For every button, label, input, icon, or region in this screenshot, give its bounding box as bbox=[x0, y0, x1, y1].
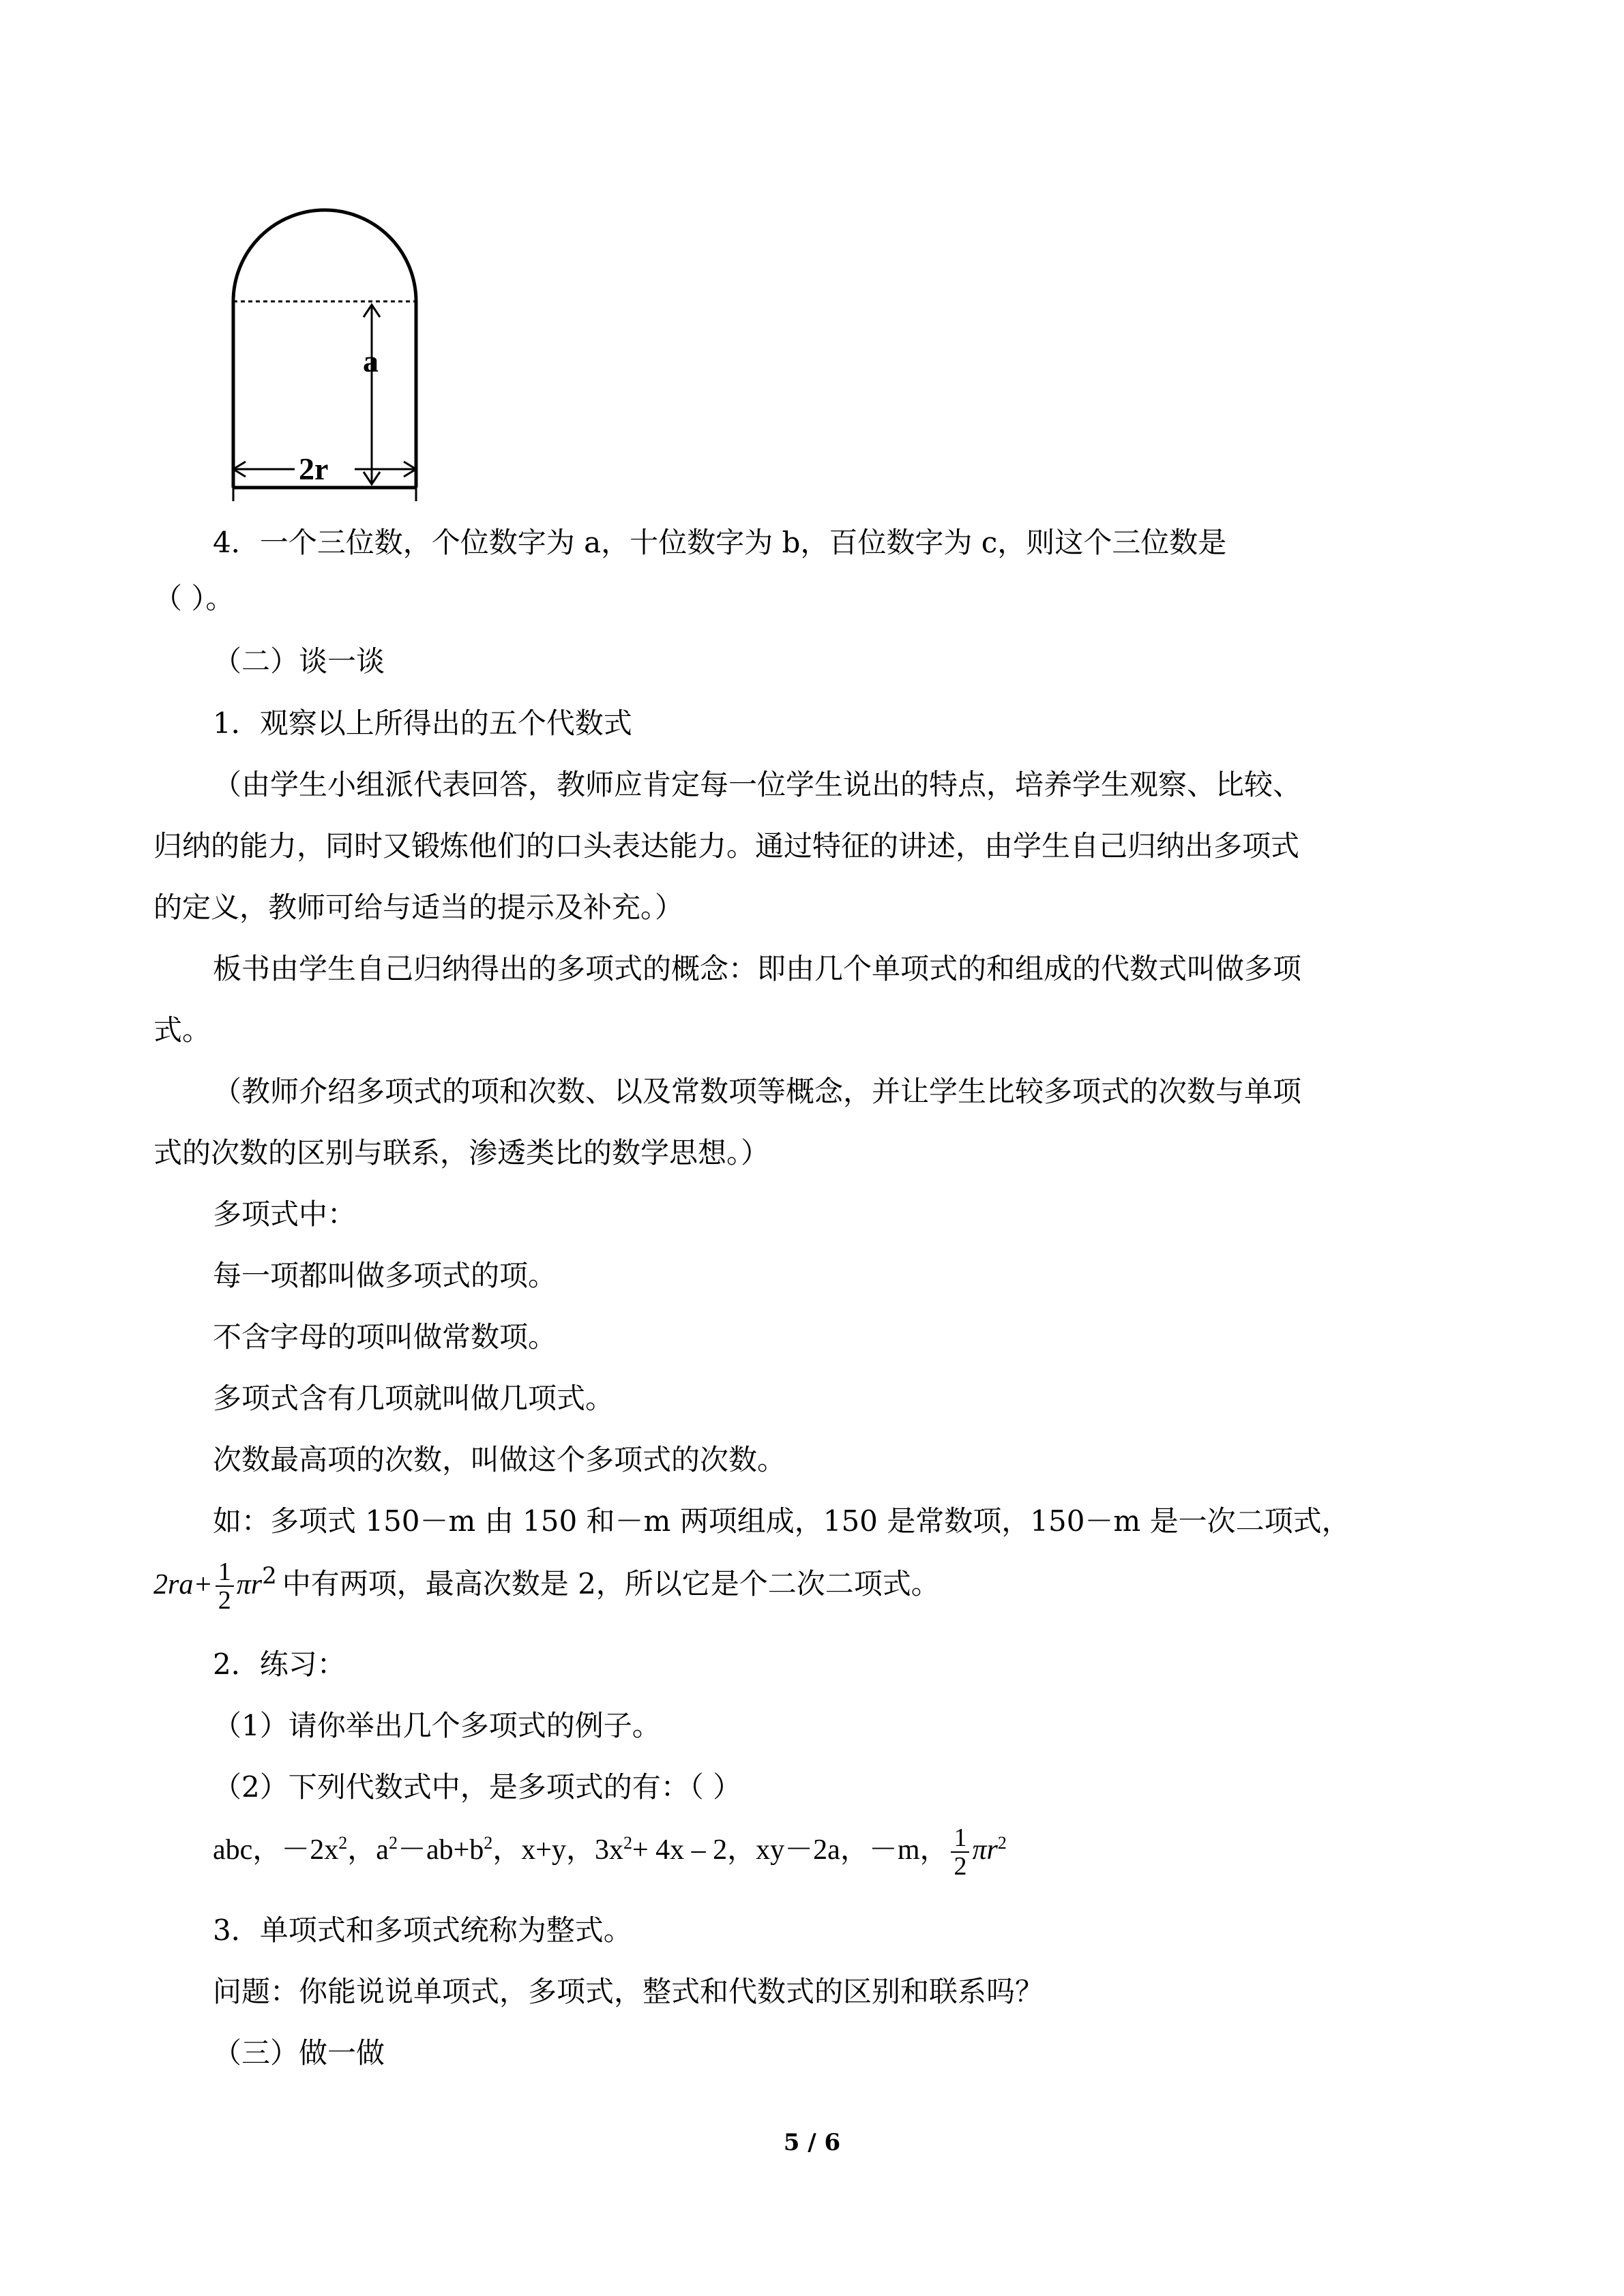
practice-q1: （1）请你举出几个多项式的例子。 bbox=[213, 1709, 661, 1742]
example-line2 bbox=[153, 1557, 940, 1614]
expr-pi-r: πr bbox=[236, 1569, 263, 1600]
label-a: a bbox=[363, 344, 379, 378]
defs-heading: 多项式中： bbox=[213, 1197, 357, 1231]
example-line1: 如：多项式 150－m 由 150 和－m 两项组成，150 是常数项，150－m 是一次二项式， bbox=[213, 1504, 1350, 1538]
q4-line1: 4．一个三位数，个位数字为 a，十位数字为 b，百位数字为 c，则这个三位数是 bbox=[213, 526, 1227, 559]
question-line: 问题：你能说说单项式，多项式，整式和代数式的区别和联系吗？ bbox=[213, 1975, 1044, 2008]
page-number: 5 / 6 bbox=[783, 2129, 841, 2156]
teacher-note-line2: 归纳的能力，同时又锻炼他们的口头表达能力。通过特征的讲述，由学生自己归纳出多项式 bbox=[153, 829, 1300, 863]
defs-n-term: 多项式含有几项就叫做几项式。 bbox=[213, 1382, 615, 1415]
example-line2-text: 中有两项，最高次数是 2，所以它是个二次二项式。 bbox=[282, 1567, 940, 1600]
expr-2ra: 2ra+ bbox=[153, 1569, 213, 1600]
integral-expression-line: 3．单项式和多项式统称为整式。 bbox=[213, 1913, 632, 1947]
expr-exponent: 2 bbox=[262, 1562, 277, 1590]
practice-q2: （2）下列代数式中，是多项式的有：（ ） bbox=[213, 1770, 742, 1804]
definition-line1: 板书由学生自己归纳得出的多项式的概念：即由几个单项式的和组成的代数式叫做多项 bbox=[213, 952, 1302, 985]
definition-line2: 式。 bbox=[153, 1013, 211, 1047]
semicircle-rectangle-figure bbox=[218, 208, 437, 501]
teacher-note-line1: （由学生小组派代表回答，教师应肯定每一位学生说出的特点，培养学生观察、比较、 bbox=[213, 768, 1302, 801]
q4-line2: （ ）。 bbox=[153, 582, 235, 615]
teacher-intro-line1: （教师介绍多项式的项和次数、以及常数项等概念，并让学生比较多项式的次数与单项 bbox=[213, 1075, 1302, 1108]
observe-paragraph: 1．观察以上所得出的五个代数式 bbox=[213, 706, 632, 740]
fraction-half-2: $\frac{1}{2}$ bbox=[951, 1824, 969, 1880]
practice-heading: 2．练习： bbox=[213, 1648, 346, 1681]
teacher-intro-line2: 式的次数的区别与联系，渗透类比的数学思想。） bbox=[153, 1136, 770, 1169]
section-3-heading: （三）做一做 bbox=[213, 2036, 385, 2070]
section-2-heading: （二）谈一谈 bbox=[213, 644, 385, 678]
defs-degree: 次数最高项的次数，叫做这个多项式的次数。 bbox=[213, 1443, 786, 1476]
expression-list: abc，$-2x^2$，$a^2-ab+b^2$，x+y，$3x^2+ 4x - 2$，xy－2a，－m， $\frac{1}{2}$ $\pi r^2$ bbox=[213, 1823, 1007, 1881]
fraction-half: $\frac{1}{2}$ bbox=[216, 1558, 234, 1614]
label-2r: 2r bbox=[299, 451, 329, 486]
defs-term: 每一项都叫做多项式的项。 bbox=[213, 1259, 557, 1292]
defs-constant: 不含字母的项叫做常数项。 bbox=[213, 1320, 557, 1354]
teacher-note-line3: 的定义，教师可给与适当的提示及补充。） bbox=[153, 891, 684, 924]
